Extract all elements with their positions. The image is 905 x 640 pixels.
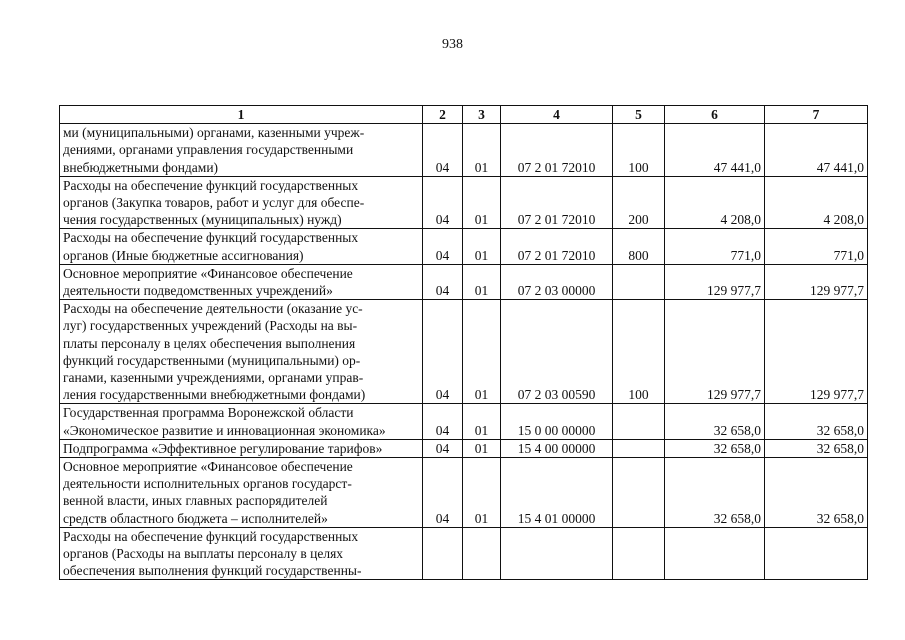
target-article-cell: 15 4 00 00000 — [501, 439, 613, 457]
section-code-cell: 04 — [423, 300, 463, 404]
amount-cell: 4 208,0 — [665, 176, 765, 229]
description-cell: Расходы на обеспечение функций государственных органов (Расходы на выплаты персоналу в целях обеспечения выполнения функций государственны- — [60, 527, 423, 580]
target-article-cell — [501, 527, 613, 580]
expense-type-cell — [613, 527, 665, 580]
amount-cell: 32 658,0 — [765, 439, 868, 457]
expense-type-cell: 100 — [613, 300, 665, 404]
amount-cell: 47 441,0 — [765, 124, 868, 177]
target-article-cell: 07 2 03 00000 — [501, 264, 613, 299]
description-cell: Подпрограмма «Эффективное регулирование тарифов» — [60, 439, 423, 457]
table-row — [60, 229, 868, 264]
expense-type-cell — [613, 439, 665, 457]
section-code-cell: 04 — [423, 439, 463, 457]
target-article-cell: 15 0 00 00000 — [501, 404, 613, 439]
amount-cell: 771,0 — [665, 229, 765, 264]
amount-cell: 4 208,0 — [765, 176, 868, 229]
section-code-cell — [423, 527, 463, 580]
description-cell: Расходы на обеспечение функций государственных органов (Иные бюджетные ассигнования) — [60, 229, 423, 264]
target-article-cell: 07 2 01 72010 — [501, 229, 613, 264]
amount-cell — [765, 527, 868, 580]
description-cell: Основное мероприятие «Финансовое обеспечение деятельности подведомственных учреждений» — [60, 264, 423, 299]
amount-cell — [665, 527, 765, 580]
description-cell: Государственная программа Воронежской области «Экономическое развитие и инновационная экономика» — [60, 404, 423, 439]
expense-type-cell — [613, 264, 665, 299]
budget-table — [59, 105, 868, 580]
page-number: 938 — [442, 37, 463, 52]
description-cell: ми (муниципальными) органами, казенными учреж- дениями, органами управления государственными внебюджетными фондами) — [60, 124, 423, 177]
subsection-code-cell: 01 — [463, 300, 501, 404]
table-row — [60, 124, 868, 177]
header-cell: 2 — [423, 106, 463, 124]
header-cell: 5 — [613, 106, 665, 124]
amount-cell: 32 658,0 — [665, 458, 765, 528]
subsection-code-cell — [463, 527, 501, 580]
subsection-code-cell: 01 — [463, 229, 501, 264]
section-code-cell: 04 — [423, 404, 463, 439]
table-row — [60, 439, 868, 457]
target-article-cell: 15 4 01 00000 — [501, 458, 613, 528]
header-cell: 7 — [765, 106, 868, 124]
subsection-code-cell: 01 — [463, 124, 501, 177]
expense-type-cell — [613, 458, 665, 528]
table-row — [60, 300, 868, 404]
target-article-cell: 07 2 01 72010 — [501, 124, 613, 177]
header-cell: 6 — [665, 106, 765, 124]
table-row — [60, 527, 868, 580]
subsection-code-cell: 01 — [463, 264, 501, 299]
description-cell: Основное мероприятие «Финансовое обеспечение деятельности исполнительных органов государст- венной власти, иных главных распорядителей средств областного бюджета – исполнителей» — [60, 458, 423, 528]
amount-cell: 129 977,7 — [765, 264, 868, 299]
subsection-code-cell: 01 — [463, 439, 501, 457]
expense-type-cell: 800 — [613, 229, 665, 264]
subsection-code-cell: 01 — [463, 404, 501, 439]
amount-cell: 771,0 — [765, 229, 868, 264]
subsection-code-cell: 01 — [463, 176, 501, 229]
subsection-code-cell: 01 — [463, 458, 501, 528]
amount-cell: 47 441,0 — [665, 124, 765, 177]
section-code-cell: 04 — [423, 124, 463, 177]
amount-cell: 32 658,0 — [665, 439, 765, 457]
header-cell: 3 — [463, 106, 501, 124]
table-row — [60, 404, 868, 439]
expense-type-cell: 200 — [613, 176, 665, 229]
table-row — [60, 264, 868, 299]
description-cell: Расходы на обеспечение функций государственных органов (Закупка товаров, работ и услуг для обеспе- чения государственных (муниципальных) нужд) — [60, 176, 423, 229]
amount-cell: 32 658,0 — [765, 458, 868, 528]
amount-cell: 129 977,7 — [665, 300, 765, 404]
amount-cell: 32 658,0 — [765, 404, 868, 439]
header-cell: 4 — [501, 106, 613, 124]
target-article-cell: 07 2 03 00590 — [501, 300, 613, 404]
header-cell: 1 — [60, 106, 423, 124]
amount-cell: 129 977,7 — [665, 264, 765, 299]
description-cell: Расходы на обеспечение деятельности (оказание ус- луг) государственных учреждений (Расходы на вы- платы персоналу в целях обеспечения выполнения функций государственными (муниципальными) ор- ганами, казенными учреждениями, органами управ- ления государственными внебюджетными фондами) — [60, 300, 423, 404]
table-row — [60, 176, 868, 229]
section-code-cell: 04 — [423, 176, 463, 229]
section-code-cell: 04 — [423, 229, 463, 264]
table-header-row — [60, 106, 868, 124]
target-article-cell: 07 2 01 72010 — [501, 176, 613, 229]
section-code-cell: 04 — [423, 264, 463, 299]
amount-cell: 129 977,7 — [765, 300, 868, 404]
expense-type-cell: 100 — [613, 124, 665, 177]
expense-type-cell — [613, 404, 665, 439]
amount-cell: 32 658,0 — [665, 404, 765, 439]
section-code-cell: 04 — [423, 458, 463, 528]
table-row — [60, 458, 868, 528]
